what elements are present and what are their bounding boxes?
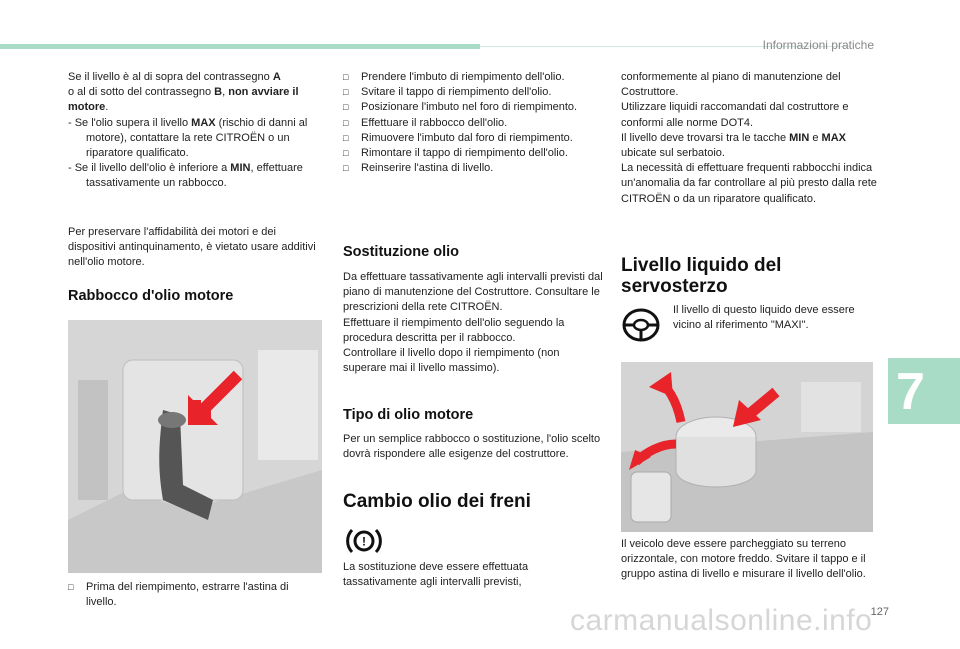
power-steering-text: Il livello di questo liquido deve essere vicino al riferimento "MAXI". [673, 304, 855, 332]
dash-item-min [68, 161, 318, 191]
section-title: Informazioni pratiche [762, 38, 874, 52]
list-item: □ Prendere l'imbuto di riempimento dell'olio. [343, 70, 603, 85]
chapter-tab [888, 358, 960, 424]
heading-oil-change: Sostituzione olio [343, 244, 459, 260]
text: , [222, 86, 229, 99]
steering-wheel-icon [621, 305, 661, 345]
list-item: □ Rimuovere l'imbuto dal foro di riempimento. [343, 131, 603, 146]
max-label: MAX [191, 116, 216, 129]
min-max-paragraph [621, 131, 877, 161]
do-not-start-text: non avviare il motore [68, 86, 299, 114]
heading-oil-type: Tipo di olio motore [343, 407, 474, 423]
text: ubicate sul serbatoio. [621, 147, 725, 160]
brake-warning-icon [345, 524, 383, 558]
text: e [809, 131, 822, 144]
page-number: 127 [870, 606, 889, 618]
watermark: carmanualsonline.info [570, 604, 873, 637]
text: Il livello deve trovarsi tra le tacche [621, 131, 790, 144]
paragraph: Effettuare il riempimento dell'olio seguendo la procedura descritta per il rabbocco. [343, 316, 565, 344]
list-item: □ Svitare il tappo di riempimento dell'olio. [343, 85, 603, 100]
bullet-text: □ Prima del riempimento, estrarre l'astina di livello. [68, 580, 318, 610]
paragraph: conformemente al piano di manutenzione del Costruttore. [621, 71, 841, 99]
oil-change-text [343, 270, 603, 376]
text: (rischio di danni al motore), contattare la rete CITROËN o un riparatore qualificato. [86, 116, 308, 160]
text: - Se l'olio supera il livello [68, 116, 192, 129]
list-item: □ Rimontare il tappo di riempimento dell'olio. [343, 146, 603, 161]
text: , effettuare tassativamente un rabbocco. [86, 162, 303, 190]
list-item: □ Reinserire l'astina di livello. [343, 161, 603, 176]
text: Se il livello è al di sopra del contrassegno [68, 71, 273, 83]
heading-brake-fluid: Cambio olio dei freni [343, 491, 531, 512]
brake-fluid-text: La sostituzione deve essere effettuata tassativamente agli intervalli previsti, [343, 561, 529, 589]
mark-b: B [214, 86, 223, 99]
heading-line: Livello liquido del [621, 255, 782, 276]
list-item: □ Posizionare l'imbuto nel foro di riempimento. [343, 100, 603, 115]
text: - Se il livello dell'olio è inferiore a [68, 162, 231, 175]
mark-a: A [272, 71, 281, 83]
min-label: MIN [230, 162, 251, 175]
text: o al di sotto del contrassegno [68, 86, 215, 99]
min-label: MIN [789, 131, 810, 144]
svg-text:!: ! [362, 534, 366, 549]
reservoir-illustration [621, 362, 873, 532]
bullet-remove-dipstick [68, 580, 318, 610]
level-warning-paragraph [68, 70, 318, 116]
engine-illustration [68, 320, 322, 573]
dash-item-max [68, 116, 318, 162]
max-label: MAX [821, 131, 846, 144]
heading-line: servosterzo [621, 276, 728, 297]
heading-power-steering [621, 255, 781, 297]
header-accent-bar [0, 44, 480, 49]
topup-steps-list [343, 70, 603, 176]
engine-oil-filler-photo [68, 320, 322, 573]
column-1-intro [68, 70, 318, 192]
chapter-number: 7 [896, 363, 925, 421]
list-item: □ Effettuare il rabbocco dell'olio. [343, 116, 603, 131]
paragraph: Utilizzare liquidi raccomandati dal costruttore e conformi alle norme DOT4. [621, 101, 849, 129]
paragraph: Da effettuare tassativamente agli intervalli previsti dal piano di manutenzione del Costruttore. Consultare le prescrizioni della rete CITROËN. [343, 271, 603, 314]
additives-paragraph: Per preservare l'affidabilità dei motori e dei dispositivi antinquinamento, è vietato usare additivi nell'olio motore. [68, 226, 316, 269]
paragraph: La necessità di effettuare frequenti rabbocchi indica un'anomalia da far controllare al più presto dalla rete CITROËN o da un riparatore qualificato. [621, 162, 877, 205]
park-vehicle-text: Il veicolo deve essere parcheggiato su terreno orizzontale, con motore freddo. Svitare il tappo e il gruppo astina di livello e misurare il livello dell'olio. [621, 538, 866, 581]
text: . [105, 101, 109, 114]
column-3-brake-text [621, 70, 877, 207]
power-steering-reservoir-photo [621, 362, 873, 532]
oil-type-text: Per un semplice rabbocco o sostituzione, l'olio scelto dovrà rispondere alle esigenze del costruttore. [343, 433, 601, 461]
paragraph: Controllare il livello dopo il riempimento (non superare mai il livello massimo). [343, 347, 560, 375]
heading-oil-topup: Rabbocco d'olio motore [68, 288, 234, 304]
